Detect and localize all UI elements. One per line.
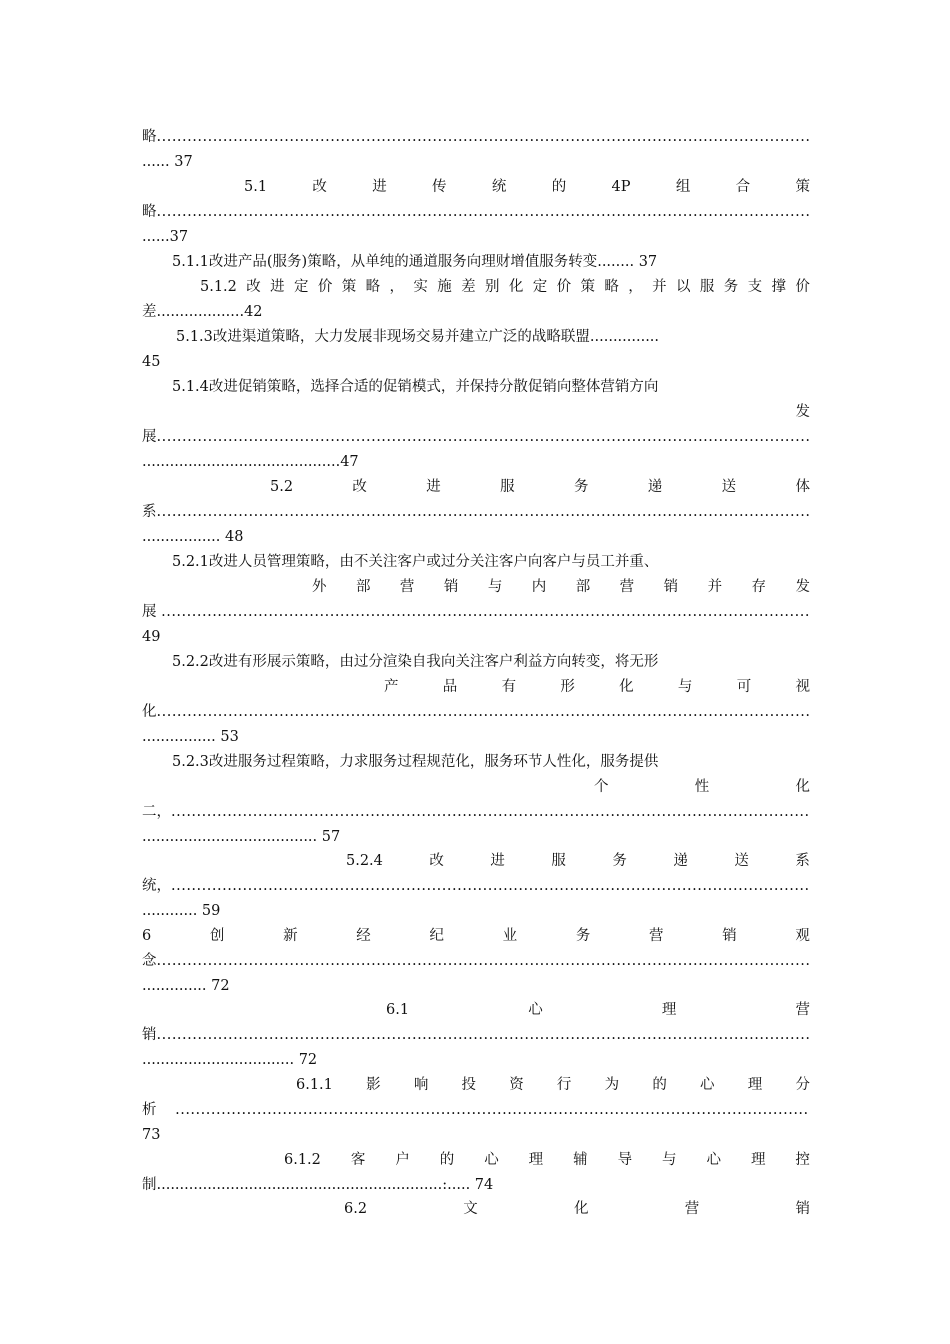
toc-line: ............ 59: [142, 903, 221, 919]
toc-line: 差...................42: [142, 304, 263, 320]
page-number: 49: [142, 629, 161, 645]
toc-line: 析 .....: [142, 1101, 810, 1119]
dot-leader: [157, 1026, 811, 1044]
page-number: 45: [142, 354, 161, 370]
toc-line: [142, 153, 810, 171]
toc-line: 个 性 化: [594, 779, 810, 795]
page-number: 37: [169, 229, 189, 245]
toc-line-5-2-3: 5.2.3改进服务过程策略，力求服务过程规范化，服务环节人性化，服务提供: [172, 754, 659, 770]
toc-line-5-1-4: 5.1.4改进促销策略，选择合适的促销模式，并保持分散促销向整体营销方向: [172, 379, 659, 395]
toc-line: 化 .....: [142, 703, 810, 721]
dot-leader: [157, 503, 811, 521]
toc-line-5-1-3: 5.1.3改进渠道策略，大力发展非现场交易并建立广泛的战略联盟...............: [176, 329, 660, 345]
toc-line: 略 .....: [142, 203, 810, 221]
toc-line: 制..............................................................:..... 74: [142, 1177, 494, 1193]
toc-line-5-1: 5.1 改 进 传 统 的 4P 组 合 策: [244, 179, 810, 195]
dot-leader: [157, 703, 811, 721]
toc-line: 发: [795, 404, 810, 420]
toc-line: [142, 128, 810, 146]
toc-line-5-1-1: 5.1.1改进产品(服务)策略，从单纯的通道服务向理财增值服务转变........ 37: [172, 254, 658, 270]
dot-leader: [171, 803, 810, 821]
toc-line: ................ 53: [142, 729, 239, 745]
toc-line-5-2-4: 5.2.4 改 进 服 务 递 送 系: [346, 853, 810, 869]
toc-line: ................. 48: [142, 529, 244, 545]
dot-leader: [171, 877, 810, 895]
toc-line-6-1-1: 6.1.1 影 响 投 资 行 为 的 心 理 分: [296, 1077, 810, 1093]
toc-line: ...........................................47: [142, 454, 359, 470]
toc-line: 外 部 营 销 与 内 部 营 销 并 存 发: [312, 579, 810, 595]
toc-line: 统， .....: [142, 877, 810, 895]
page-number: 37: [174, 154, 193, 170]
toc-line-6-1: 6.1 心 理 营: [386, 1002, 810, 1018]
toc-line: 展 .....: [142, 428, 810, 446]
toc-line-6: 6 创 新 经 纪 业 务 营 销 观: [142, 928, 810, 944]
dot-leader: [157, 428, 811, 446]
toc-line: 系 .....: [142, 503, 810, 521]
toc-line-5-1-2: 5.1.2 改 进 定 价 策 略 ， 实 施 差 别 化 定 价 策 略 ， 并 以 服 务 支 撑 价: [200, 279, 810, 295]
dot-leader: [157, 952, 811, 970]
toc-line: 销 .....: [142, 1026, 810, 1044]
toc-line: 念 .....: [142, 952, 810, 970]
dot-leader: [157, 128, 811, 146]
toc-line: ................................. 72: [142, 1052, 318, 1068]
toc-line: 展 .....: [142, 603, 810, 621]
toc-line: ...................................... 57: [142, 829, 341, 845]
dot-leader: [157, 203, 811, 221]
toc-line: 二， .....: [142, 803, 810, 821]
toc-line-5-2-2: 5.2.2改进有形展示策略，由过分渲染自我向关注客户利益方向转变，将无形: [172, 654, 659, 670]
toc-line-5-2: 5.2 改 进 服 务 递 送 体: [270, 479, 810, 495]
dot-leader: [161, 1101, 810, 1119]
toc-line-6-1-2: 6.1.2 客 户 的 心 理 辅 导 与 心 理 控: [284, 1152, 810, 1168]
toc-text: ......: [142, 154, 175, 170]
toc-line: ......37: [142, 229, 189, 245]
toc-line-5-2-1: 5.2.1改进人员管理策略，由不关注客户或过分关注客户向客户与员工并重、: [172, 554, 659, 570]
toc-line-6-2: 6.2 文 化 营 销: [344, 1201, 810, 1217]
page-number: 73: [142, 1127, 161, 1143]
toc-line: .............. 72: [142, 978, 230, 994]
dot-leader: [161, 603, 810, 621]
toc-line: 产 品 有 形 化 与 可 视: [384, 679, 810, 695]
toc-text: 略: [142, 129, 157, 145]
